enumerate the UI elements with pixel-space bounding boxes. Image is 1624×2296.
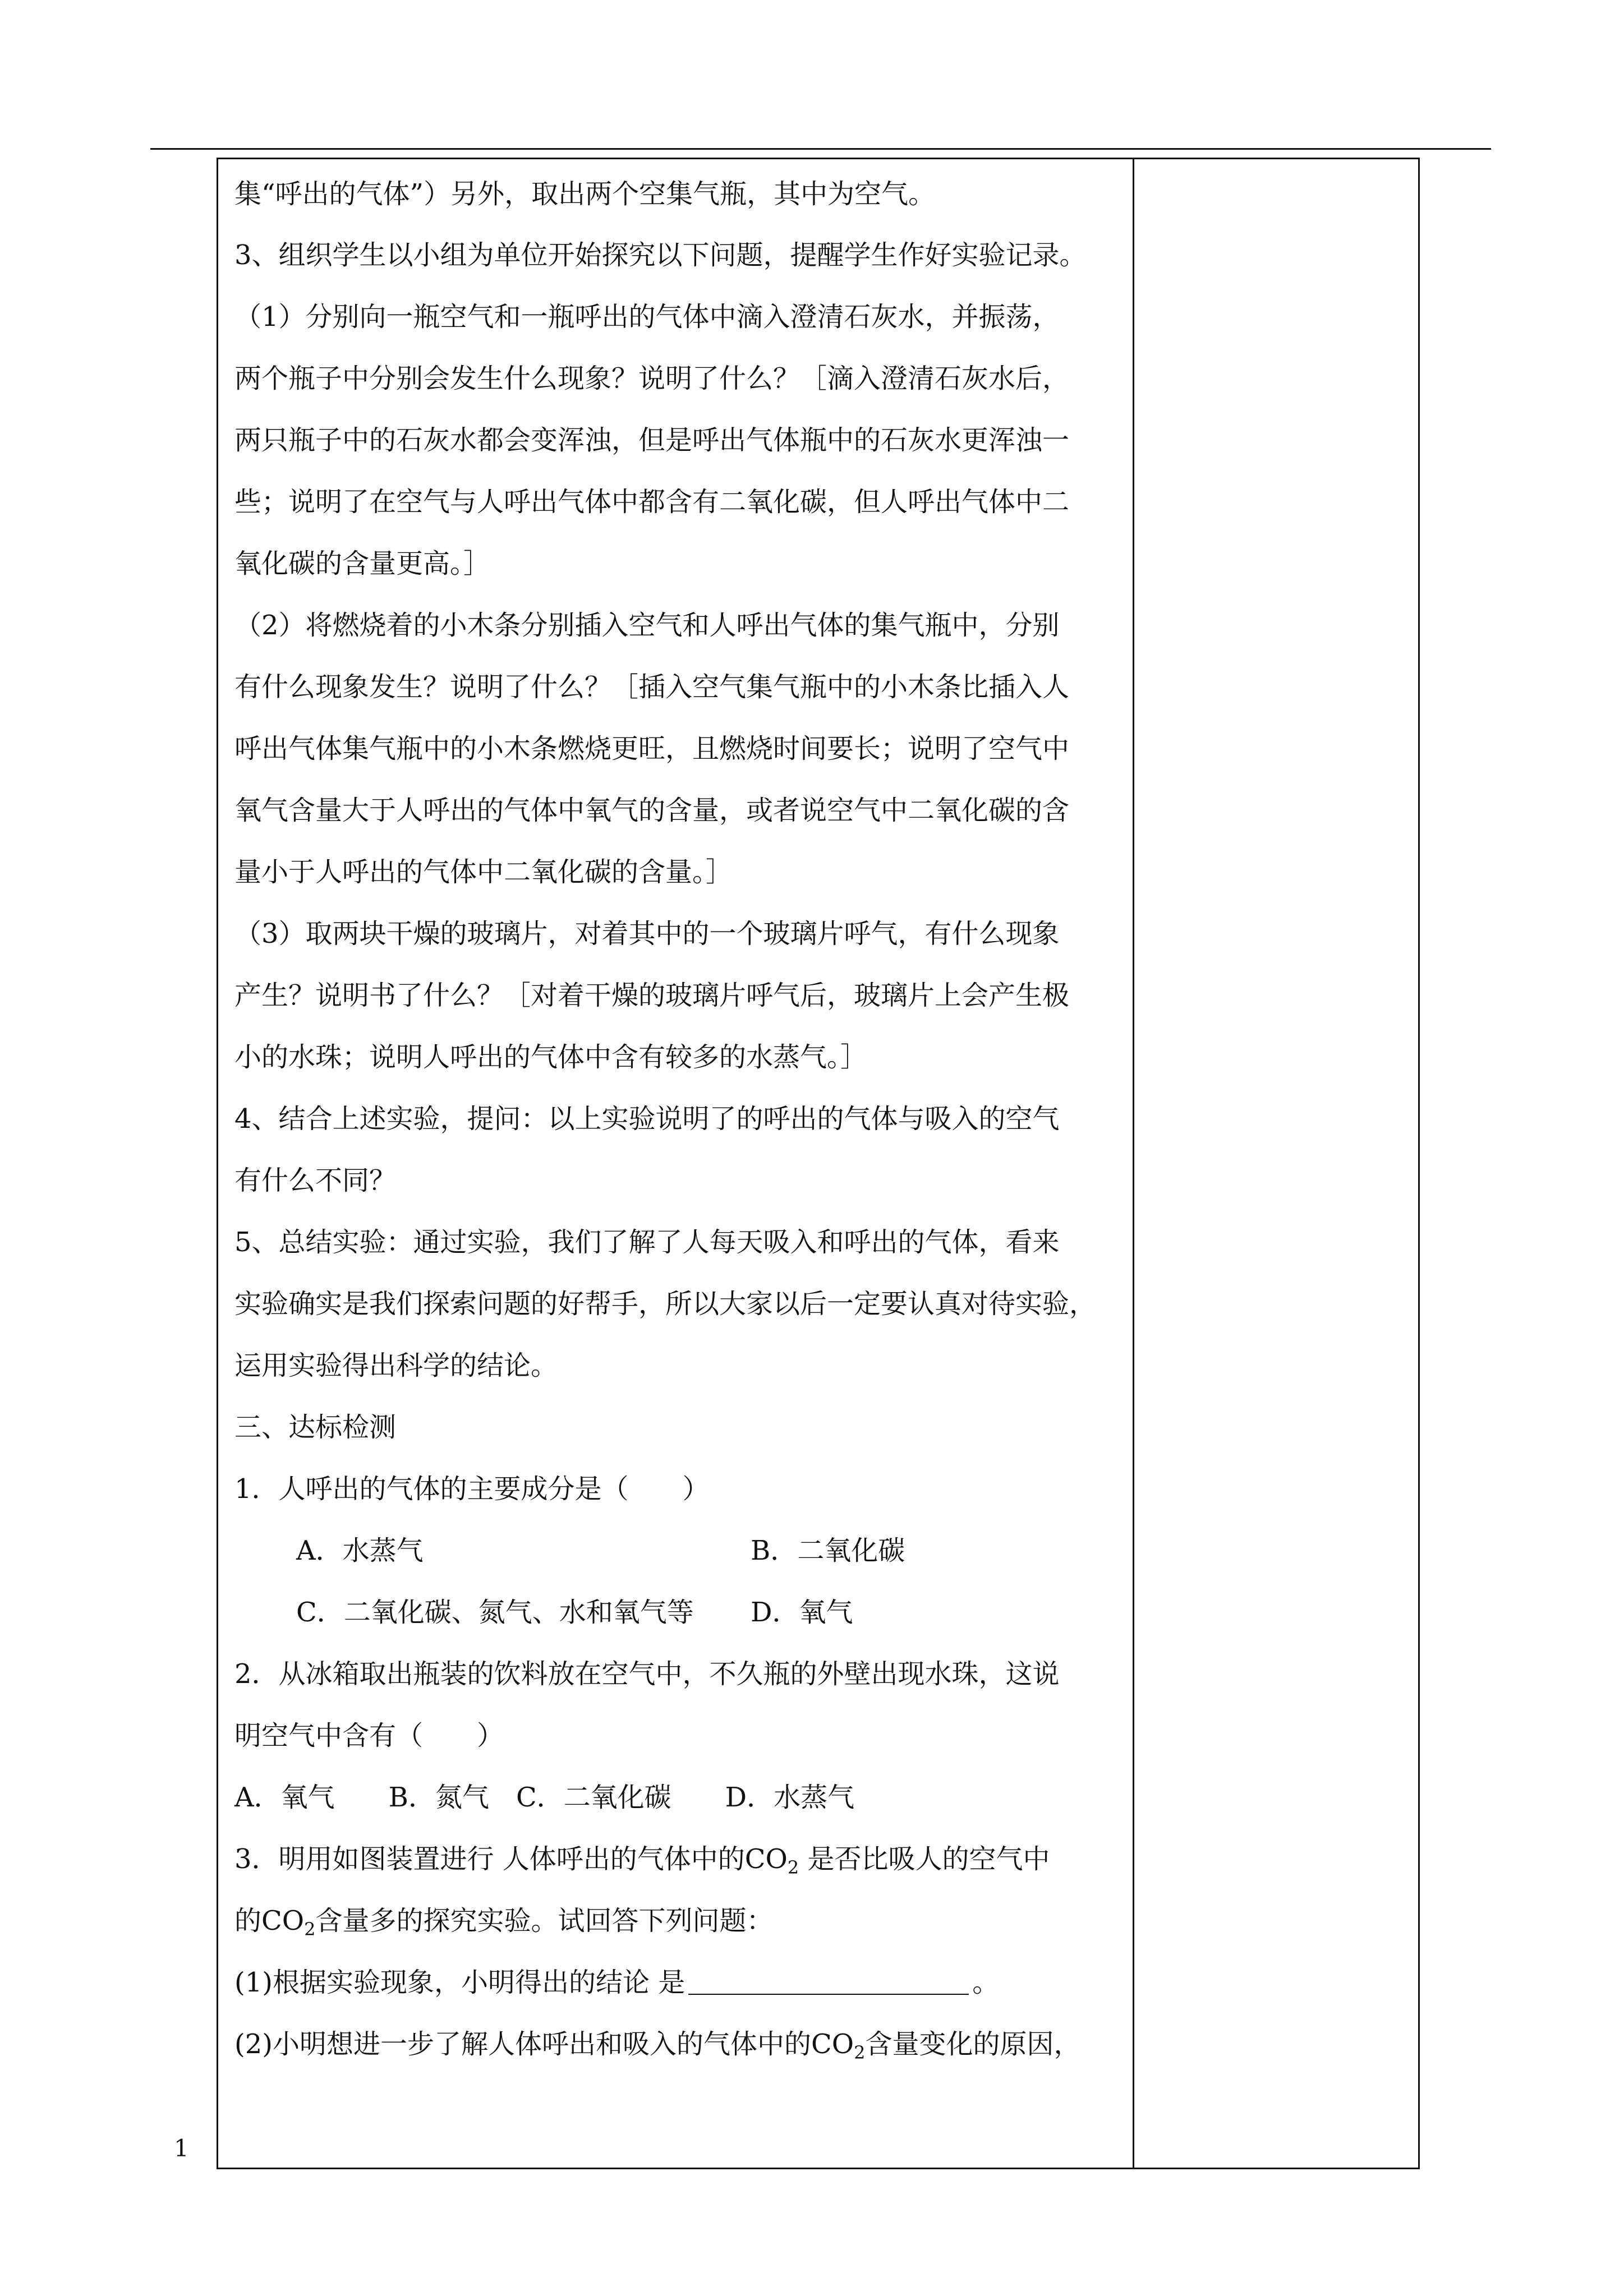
section-heading: 三、达标检测 xyxy=(234,1412,397,1443)
question-3-part-1 xyxy=(234,1967,999,1998)
question-2: 2．从冰箱取出瓶装的饮料放在空气中，不久瓶的外壁出现水珠，这说 xyxy=(234,1658,1060,1690)
question-3-continued xyxy=(234,1905,773,1945)
question-1-option-d: D．氧气 xyxy=(751,1597,853,1628)
text-line: 氧气含量大于人呼出的气体中氧气的含量，或者说空气中二氧化碳的含 xyxy=(234,795,1070,826)
page-number: 1 xyxy=(174,2134,189,2162)
text-line: 些；说明了在空气与人呼出气体中都含有二氧化碳，但人呼出气体中二 xyxy=(234,486,1070,518)
text-line: 两只瓶子中的石灰水都会变浑浊，但是呼出气体瓶中的石灰水更浑浊一 xyxy=(234,425,1070,456)
question-3-part-2-text: (2)小明想进一步了解人体呼出和吸入的气体中的CO xyxy=(234,2028,854,2060)
text-line: 4、结合上述实验，提问：以上实验说明了的呼出的气体与吸入的空气 xyxy=(234,1103,1060,1135)
question-3 xyxy=(234,1843,1050,1883)
question-1-option-a: A．水蒸气 xyxy=(296,1535,424,1566)
table-column-divider xyxy=(1133,158,1134,2169)
subscript: 2 xyxy=(304,1919,316,1940)
text-line: 3、组织学生以小组为单位开始探究以下问题，提醒学生作好实验记录。 xyxy=(234,239,1087,271)
question-3-text-continued: 含量多的探究实验。试回答下列问题： xyxy=(315,1905,774,1937)
subscript: 2 xyxy=(787,1857,799,1878)
question-3-part-1-end: 。 xyxy=(972,1967,1000,1998)
text-line: 运用实验得出科学的结论。 xyxy=(234,1350,558,1381)
text-line: 呼出气体集气瓶中的小木条燃烧更旺，且燃烧时间要长；说明了空气中 xyxy=(234,733,1070,764)
question-3-part-1-text: (1)根据实验现象，小明得出的结论 是 xyxy=(234,1967,686,1998)
question-3-text-continued: 是否比吸人的空气中 xyxy=(799,1843,1050,1875)
question-2-options: A．氧气 B．氮气 C．二氧化碳 D．水蒸气 xyxy=(234,1782,855,1813)
question-1: 1．人呼出的气体的主要成分是（ ） xyxy=(234,1473,710,1505)
text-line: 两个瓶子中分别会发生什么现象？说明了什么？［滴入澄清石灰水后， xyxy=(234,363,1070,394)
text-line: 实验确实是我们探索问题的好帮手，所以大家以后一定要认真对待实验， xyxy=(234,1288,1097,1320)
question-3-text: 3．明用如图装置进行 人体呼出的气体中的CO xyxy=(234,1843,788,1875)
question-2-continued: 明空气中含有（ ） xyxy=(234,1720,504,1751)
question-3-part-2-text-continued: 含量变化的原因， xyxy=(865,2028,1081,2060)
question-1-option-c: C．二氧化碳、氮气、水和氧气等 xyxy=(296,1597,694,1628)
text-line: 量小于人呼出的气体中二氧化碳的含量。］ xyxy=(234,856,733,888)
text-line: 有什么不同？ xyxy=(234,1165,397,1196)
header-rule xyxy=(150,148,1491,150)
question-1-option-b: B．二氧化碳 xyxy=(751,1535,905,1566)
answer-blank xyxy=(688,1967,969,1995)
text-line: 5、总结实验：通过实验，我们了解了人每天吸入和呼出的气体，看来 xyxy=(234,1227,1060,1258)
text-line: （2）将燃烧着的小木条分别插入空气和人呼出气体的集气瓶中，分别 xyxy=(234,610,1060,641)
text-line: 小的水珠；说明人呼出的气体中含有较多的水蒸气。］ xyxy=(234,1041,868,1073)
question-3-text: 的CO xyxy=(234,1905,305,1937)
text-line: 氧化碳的含量更高。］ xyxy=(234,548,491,579)
subscript: 2 xyxy=(854,2042,866,2063)
text-line: 集“呼出的气体”）另外，取出两个空集气瓶，其中为空气。 xyxy=(234,178,936,210)
text-line: （3）取两块干燥的玻璃片，对着其中的一个玻璃片呼气，有什么现象 xyxy=(234,918,1060,949)
text-line: 有什么现象发生？说明了什么？［插入空气集气瓶中的小木条比插入人 xyxy=(234,671,1070,703)
question-3-part-2 xyxy=(234,2028,1080,2068)
text-line: 产生？说明书了什么？［对着干燥的玻璃片呼气后，玻璃片上会产生极 xyxy=(234,980,1070,1011)
text-line: （1）分别向一瓶空气和一瓶呼出的气体中滴入澄清石灰水，并振荡， xyxy=(234,301,1060,333)
